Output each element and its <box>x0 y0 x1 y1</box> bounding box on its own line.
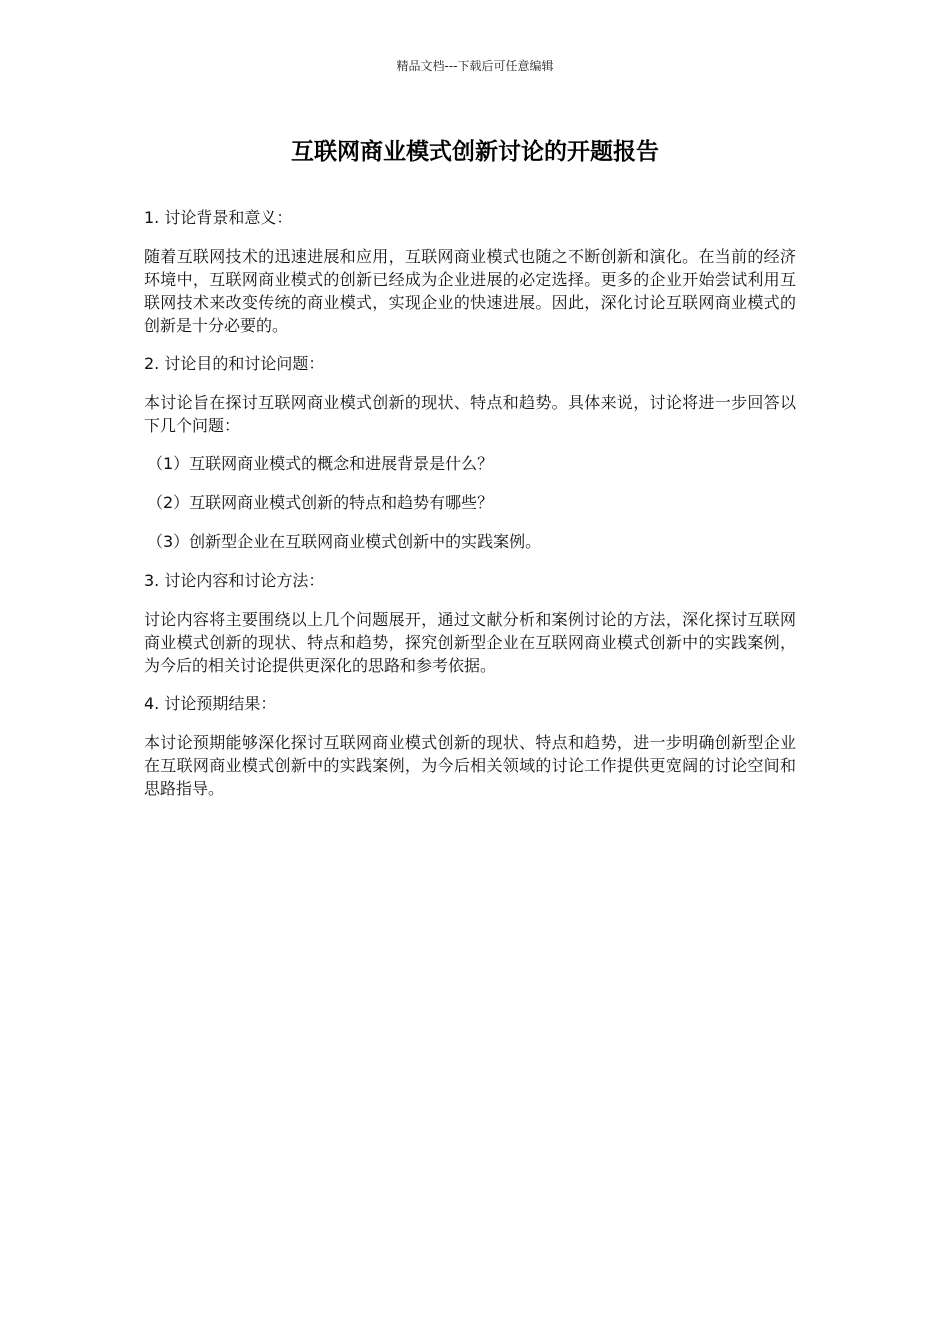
document-title: 互联网商业模式创新讨论的开题报告 <box>291 139 659 165</box>
question-item-3: （3）创新型企业在互联网商业模式创新中的实践案例。 <box>147 532 542 551</box>
section-4-paragraph: 本讨论预期能够深化探讨互联网商业模式创新的现状、特点和趋势，进一步明确创新型企业在互联网商业模式创新中的实践案例，为今后相关领域的讨论工作提供更宽阔的讨论空间和思路指导。 <box>144 733 796 798</box>
section-3-heading: 3. 讨论内容和讨论方法： <box>144 571 325 590</box>
section-1-heading: 1. 讨论背景和意义： <box>144 208 293 227</box>
section-2-paragraph: 本讨论旨在探讨互联网商业模式创新的现状、特点和趋势。具体来说，讨论将进一步回答以下几个问题： <box>144 393 796 435</box>
document-body <box>144 206 796 815</box>
question-item-1: （1）互联网商业模式的概念和进展背景是什么？ <box>147 454 494 473</box>
question-item-2: （2）互联网商业模式创新的特点和趋势有哪些？ <box>147 493 494 512</box>
section-3-paragraph: 讨论内容将主要围绕以上几个问题展开，通过文献分析和案例讨论的方法，深化探讨互联网商业模式创新的现状、特点和趋势，探究创新型企业在互联网商业模式创新中的实践案例，为今后的相关讨论提供更深化的思路和参考依据。 <box>144 610 796 675</box>
section-1-paragraph: 随着互联网技术的迅速进展和应用，互联网商业模式也随之不断创新和演化。在当前的经济环境中，互联网商业模式的创新已经成为企业进展的必定选择。更多的企业开始尝试利用互联网技术来改变传统的商业模式，实现企业的快速进展。因此，深化讨论互联网商业模式的创新是十分必要的。 <box>144 247 796 335</box>
section-4-heading: 4. 讨论预期结果： <box>144 694 277 713</box>
header-note: 精品文档---下载后可任意编辑 <box>396 59 554 73</box>
section-2-heading: 2. 讨论目的和讨论问题： <box>144 354 325 373</box>
